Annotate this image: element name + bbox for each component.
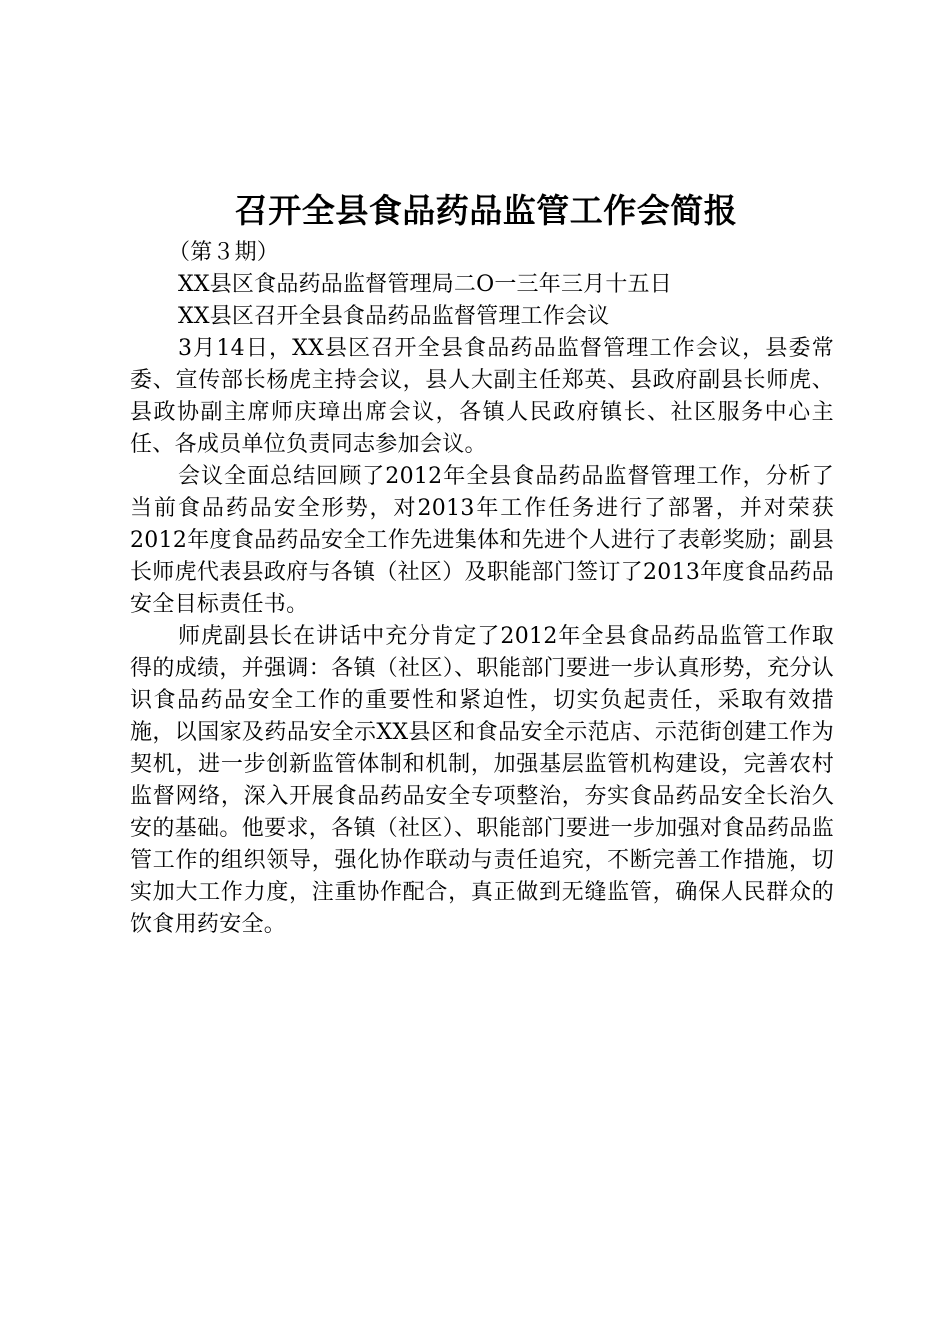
issue-number: （第３期） [168, 240, 280, 265]
document-body [130, 188, 834, 941]
issuer-date: XX县区食品药品监督管理局二O一三年三月十五日 [178, 272, 672, 297]
document-title: 召开全县食品药品监管工作会简报 [234, 191, 738, 230]
paragraph-2: 会议全面总结回顾了2012年全县食品药品监督管理工作，分析了当前食品药品安全形势，对2013年工作任务进行了部署，并对荣获2012年度食品药品安全工作先进集体和先进个人进行了表彰奖励；副县长师虎代表县政府与各镇（社区）及职能部门签订了2013年度食品药品安全目标责任书。 [130, 464, 834, 617]
paragraph-3: 师虎副县长在讲话中充分肯定了2012年全县食品药品监管工作取得的成绩，并强调：各镇（社区）、职能部门要进一步认真形势，充分认识食品药品安全工作的重要性和紧迫性，切实负起责任，采取有效措施，以国家及药品安全示XX县区和食品安全示范店、示范街创建工作为契机，进一步创新监管体制和机制，加强基层监管机构建设，完善农村监督网络，深入开展食品药品安全专项整治，夯实食品药品安全长治久安的基础。他要求，各镇（社区）、职能部门要进一步加强对食品药品监管工作的组织领导，强化协作联动与责任追究，不断完善工作措施，切实加大工作力度，注重协作配合，真正做到无缝监管，确保人民群众的饮食用药安全。 [130, 624, 834, 937]
headline: XX县区召开全县食品药品监督管理工作会议 [178, 304, 610, 329]
paragraph-1: 3月14日，XX县区召开全县食品药品监督管理工作会议，县委常委、宣传部长杨虎主持会议，县人大副主任郑英、县政府副县长师虎、县政协副主席师庆璋出席会议，各镇人民政府镇长、社区服务中心主任、各成员单位负责同志参加会议。 [130, 336, 834, 457]
